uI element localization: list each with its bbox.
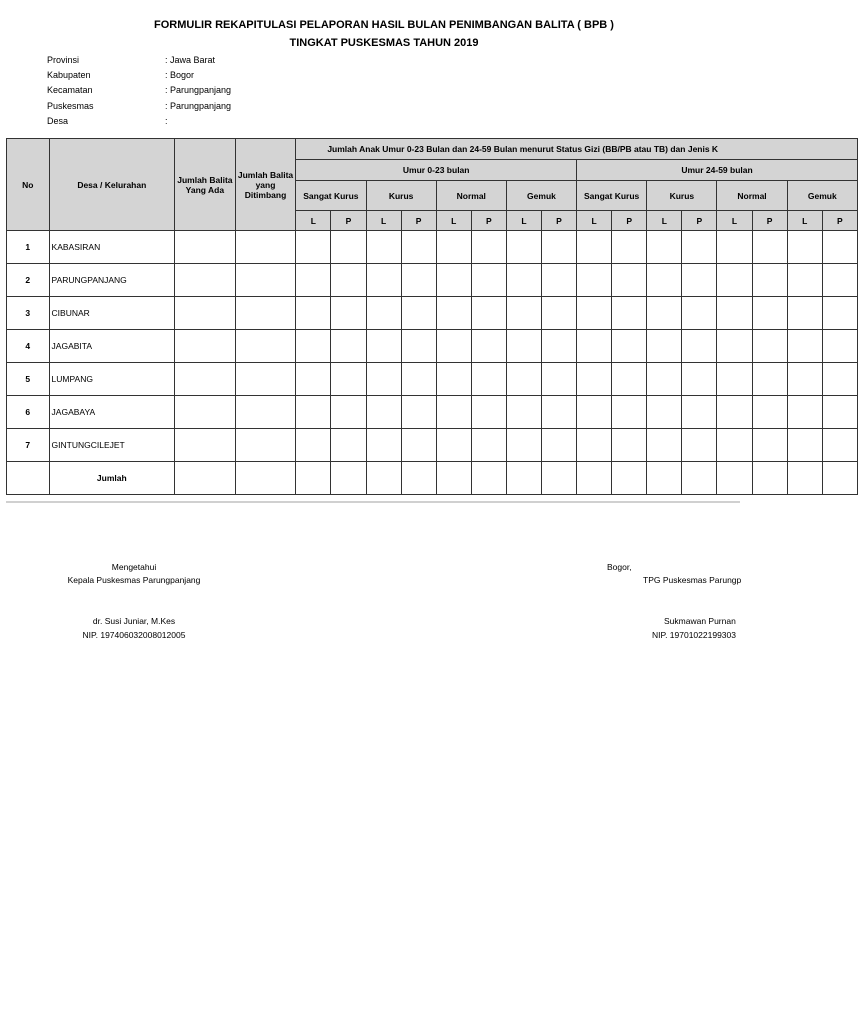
cell-value[interactable] — [541, 231, 576, 264]
cell-no: 4 — [7, 330, 50, 363]
cell-value[interactable] — [436, 396, 471, 429]
cell-value[interactable] — [577, 363, 612, 396]
cell-value[interactable] — [682, 396, 717, 429]
header-sex-p: P — [471, 211, 506, 231]
table-row — [7, 429, 858, 462]
cell-value[interactable] — [401, 297, 436, 330]
cell-value[interactable] — [822, 429, 857, 462]
cell-value[interactable] — [647, 297, 682, 330]
header-sangat-kurus: Sangat Kurus — [577, 181, 647, 211]
cell-value[interactable] — [366, 462, 401, 495]
cell-value[interactable] — [436, 297, 471, 330]
sign-right-name: Sukmawan Purnan — [664, 616, 736, 626]
cell-value[interactable] — [296, 231, 331, 264]
cell-no — [7, 462, 50, 495]
cell-value[interactable] — [296, 462, 331, 495]
cell-value[interactable] — [235, 429, 296, 462]
cell-value[interactable] — [822, 330, 857, 363]
cell-value[interactable] — [787, 264, 822, 297]
cell-value[interactable] — [331, 264, 366, 297]
cell-value[interactable] — [366, 231, 401, 264]
table-row — [7, 396, 858, 429]
cell-value[interactable] — [506, 330, 541, 363]
cell-value[interactable] — [296, 429, 331, 462]
cell-value[interactable] — [577, 429, 612, 462]
cell-value[interactable] — [822, 231, 857, 264]
header-normal: Normal — [436, 181, 506, 211]
cell-value[interactable] — [541, 429, 576, 462]
cell-value[interactable] — [647, 429, 682, 462]
table-body — [7, 231, 858, 495]
info-row-kabupaten — [47, 68, 231, 83]
header-sex-l: L — [296, 211, 331, 231]
cell-value[interactable] — [436, 231, 471, 264]
table-row — [7, 297, 858, 330]
cell-value[interactable] — [331, 462, 366, 495]
header-sex-p: P — [401, 211, 436, 231]
cell-value[interactable] — [577, 396, 612, 429]
info-label: Kabupaten — [47, 70, 91, 81]
cell-value[interactable] — [647, 462, 682, 495]
info-row-puskesmas — [47, 99, 231, 114]
cell-value[interactable] — [401, 264, 436, 297]
info-value: : Bogor — [165, 70, 195, 81]
cell-value[interactable] — [296, 396, 331, 429]
info-value: : Jawa Barat — [165, 55, 216, 65]
cell-value[interactable] — [541, 396, 576, 429]
cell-value[interactable] — [436, 264, 471, 297]
cell-no: 7 — [7, 429, 50, 462]
header-normal: Normal — [717, 181, 787, 211]
header-sex-l: L — [366, 211, 401, 231]
cell-value[interactable] — [717, 264, 752, 297]
cell-value[interactable] — [717, 396, 752, 429]
header-jumlah-ada: Jumlah Balita Yang Ada — [175, 139, 236, 231]
cell-value[interactable] — [235, 297, 296, 330]
cell-value[interactable] — [401, 231, 436, 264]
recap-table — [6, 138, 858, 495]
info-label: Desa — [47, 115, 69, 126]
cell-value[interactable] — [235, 396, 296, 429]
cell-value[interactable] — [717, 297, 752, 330]
cell-value[interactable] — [175, 363, 236, 396]
cell-value[interactable] — [682, 462, 717, 495]
cell-value[interactable] — [506, 429, 541, 462]
cell-value[interactable] — [541, 330, 576, 363]
cell-value[interactable] — [331, 396, 366, 429]
cell-no: 6 — [7, 396, 50, 429]
cell-value[interactable] — [752, 396, 787, 429]
cell-value[interactable] — [787, 396, 822, 429]
cell-value[interactable] — [401, 396, 436, 429]
cell-value[interactable] — [506, 363, 541, 396]
cell-no: 3 — [7, 297, 50, 330]
cell-value[interactable] — [717, 330, 752, 363]
cell-value[interactable] — [296, 297, 331, 330]
cell-value[interactable] — [175, 462, 236, 495]
cell-value[interactable] — [612, 297, 647, 330]
header-age-0-23: Umur 0-23 bulan — [296, 160, 577, 181]
cell-value[interactable] — [296, 264, 331, 297]
cell-value[interactable] — [612, 264, 647, 297]
cell-value[interactable] — [235, 363, 296, 396]
cell-value[interactable] — [506, 297, 541, 330]
header-desa: Desa / Kelurahan — [49, 139, 175, 231]
cell-value[interactable] — [331, 363, 366, 396]
cell-desa: LUMPANG — [49, 363, 175, 396]
cell-value[interactable] — [717, 462, 752, 495]
cell-value[interactable] — [331, 429, 366, 462]
table-row — [7, 330, 858, 363]
cell-value[interactable] — [506, 264, 541, 297]
info-label: Puskesmas — [47, 100, 94, 111]
cell-value[interactable] — [787, 429, 822, 462]
cell-no: 1 — [7, 231, 50, 264]
header-age-24-59: Umur 24-59 bulan — [577, 160, 858, 181]
cell-value[interactable] — [647, 396, 682, 429]
info-value: : — [165, 115, 168, 126]
cell-value[interactable] — [235, 231, 296, 264]
cell-value[interactable] — [787, 363, 822, 396]
info-block — [47, 53, 231, 129]
cell-value[interactable] — [752, 330, 787, 363]
cell-value[interactable] — [787, 462, 822, 495]
cell-value[interactable] — [822, 363, 857, 396]
recap-table-container — [6, 138, 843, 501]
info-value: : Parungpanjang — [165, 85, 232, 96]
sign-left-nip: NIP. 197406032008012005 — [82, 630, 186, 640]
cell-desa: PARUNGPANJANG — [49, 264, 175, 297]
header-gemuk: Gemuk — [506, 181, 576, 211]
info-label: Kecamatan — [47, 85, 93, 96]
info-label: Provinsi — [47, 55, 80, 65]
cell-value[interactable] — [471, 231, 506, 264]
cell-value[interactable] — [506, 231, 541, 264]
info-row-desa — [47, 114, 231, 129]
cell-no: 5 — [7, 363, 50, 396]
info-row-provinsi — [47, 53, 231, 68]
cell-value[interactable] — [822, 297, 857, 330]
form-title: FORMULIR REKAPITULASI PELAPORAN HASIL BULAN PENIMBANGAN BALITA ( BPB ) — [154, 19, 614, 31]
table-row — [7, 363, 858, 396]
cell-value[interactable] — [647, 264, 682, 297]
cell-desa: GINTUNGCILEJET — [49, 429, 175, 462]
cell-desa: JAGABAYA — [49, 396, 175, 429]
cell-value[interactable] — [471, 363, 506, 396]
cell-value[interactable] — [682, 264, 717, 297]
header-sex-l: L — [577, 211, 612, 231]
cell-value[interactable] — [752, 429, 787, 462]
sign-right-place: Bogor, — [607, 562, 632, 572]
cell-value[interactable] — [366, 264, 401, 297]
cell-value[interactable] — [752, 363, 787, 396]
table-row — [7, 264, 858, 297]
cell-value[interactable] — [471, 297, 506, 330]
sign-right-nip: NIP. 19701022199303 — [652, 630, 736, 640]
cell-value[interactable] — [471, 429, 506, 462]
cell-value[interactable] — [175, 231, 236, 264]
cell-desa: KABASIRAN — [49, 231, 175, 264]
cell-value[interactable] — [682, 330, 717, 363]
cell-value[interactable] — [682, 297, 717, 330]
header-jumlah-ditimbang: Jumlah Balita yang Ditimbang — [235, 139, 296, 231]
cell-value[interactable] — [401, 429, 436, 462]
sign-left-name: dr. Susi Juniar, M.Kes — [92, 616, 176, 626]
info-row-kecamatan — [47, 83, 231, 98]
cell-value[interactable] — [822, 462, 857, 495]
cell-value[interactable] — [401, 363, 436, 396]
header-kurus: Kurus — [647, 181, 717, 211]
cell-value[interactable] — [436, 462, 471, 495]
header-status-gizi-group: Jumlah Anak Umur 0-23 Bulan dan 24-59 Bulan menurut Status Gizi (BB/PB atau TB) dan Jenis K — [296, 139, 858, 160]
cell-value[interactable] — [296, 363, 331, 396]
cell-value[interactable] — [235, 462, 296, 495]
cell-value[interactable] — [647, 231, 682, 264]
cell-value[interactable] — [612, 429, 647, 462]
header-sex-p: P — [682, 211, 717, 231]
header-sex-p: P — [822, 211, 857, 231]
cell-value[interactable] — [787, 297, 822, 330]
header-sex-l: L — [647, 211, 682, 231]
header-sex-l: L — [717, 211, 752, 231]
cell-value[interactable] — [175, 330, 236, 363]
cell-value[interactable] — [682, 231, 717, 264]
cell-value[interactable] — [577, 231, 612, 264]
cell-value[interactable] — [506, 462, 541, 495]
cell-value[interactable] — [436, 363, 471, 396]
header-gemuk: Gemuk — [787, 181, 857, 211]
header-sex-l: L — [506, 211, 541, 231]
cell-value[interactable] — [175, 297, 236, 330]
header-sex-p: P — [612, 211, 647, 231]
cell-value[interactable] — [541, 462, 576, 495]
cell-value[interactable] — [717, 231, 752, 264]
table-row — [7, 231, 858, 264]
cell-value[interactable] — [471, 264, 506, 297]
cell-value[interactable] — [366, 330, 401, 363]
cell-desa: CIBUNAR — [49, 297, 175, 330]
cell-value[interactable] — [752, 462, 787, 495]
cell-value[interactable] — [612, 462, 647, 495]
info-value: : Parungpanjang — [165, 100, 232, 111]
cell-value[interactable] — [331, 231, 366, 264]
cell-value[interactable] — [175, 264, 236, 297]
cell-value[interactable] — [752, 231, 787, 264]
cell-value[interactable] — [235, 330, 296, 363]
sign-left-mengetahui: Mengetahui — [111, 562, 157, 572]
header-sex-l: L — [436, 211, 471, 231]
cell-value[interactable] — [436, 429, 471, 462]
cell-value[interactable] — [577, 462, 612, 495]
cell-value[interactable] — [366, 363, 401, 396]
cell-value[interactable] — [822, 396, 857, 429]
cell-value[interactable] — [235, 264, 296, 297]
header-sex-p: P — [541, 211, 576, 231]
cell-value[interactable] — [331, 297, 366, 330]
header-sex-p: P — [752, 211, 787, 231]
cell-value[interactable] — [612, 363, 647, 396]
cell-value[interactable] — [175, 396, 236, 429]
cell-value[interactable] — [682, 429, 717, 462]
cell-value[interactable] — [822, 264, 857, 297]
cell-value[interactable] — [541, 363, 576, 396]
cell-value[interactable] — [401, 462, 436, 495]
form-subtitle: TINGKAT PUSKESMAS TAHUN 2019 — [289, 37, 479, 49]
header-kurus: Kurus — [366, 181, 436, 211]
cell-value[interactable] — [682, 363, 717, 396]
cell-no: 2 — [7, 264, 50, 297]
cell-value[interactable] — [366, 429, 401, 462]
cell-value[interactable] — [717, 363, 752, 396]
cell-value[interactable] — [577, 297, 612, 330]
cell-value[interactable] — [612, 231, 647, 264]
cell-value[interactable] — [471, 330, 506, 363]
cell-value[interactable] — [577, 264, 612, 297]
header-sex-l: L — [787, 211, 822, 231]
cell-value[interactable] — [787, 231, 822, 264]
cell-value[interactable] — [506, 396, 541, 429]
cell-value[interactable] — [647, 330, 682, 363]
sign-right-role: TPG Puskesmas Parungp — [643, 575, 742, 585]
cell-value[interactable] — [717, 429, 752, 462]
cell-value[interactable] — [471, 396, 506, 429]
sign-left-role: Kepala Puskesmas Parungpanjang — [67, 575, 201, 585]
header-sangat-kurus: Sangat Kurus — [296, 181, 366, 211]
cell-value[interactable] — [296, 330, 331, 363]
header-sex-p: P — [331, 211, 366, 231]
table-total-row — [7, 462, 858, 495]
header-no: No — [7, 139, 50, 231]
cell-value[interactable] — [787, 330, 822, 363]
cell-value[interactable] — [366, 297, 401, 330]
total-label: Jumlah — [49, 462, 175, 495]
cell-value[interactable] — [752, 264, 787, 297]
cell-value[interactable] — [752, 297, 787, 330]
cell-value[interactable] — [175, 429, 236, 462]
cell-value[interactable] — [436, 330, 471, 363]
cell-value[interactable] — [612, 330, 647, 363]
cell-value[interactable] — [541, 264, 576, 297]
cell-desa: JAGABITA — [49, 330, 175, 363]
cell-value[interactable] — [612, 396, 647, 429]
cell-value[interactable] — [471, 462, 506, 495]
cell-value[interactable] — [331, 330, 366, 363]
cell-value[interactable] — [541, 297, 576, 330]
cell-value[interactable] — [647, 363, 682, 396]
cell-value[interactable] — [401, 330, 436, 363]
cell-value[interactable] — [577, 330, 612, 363]
cell-value[interactable] — [366, 396, 401, 429]
